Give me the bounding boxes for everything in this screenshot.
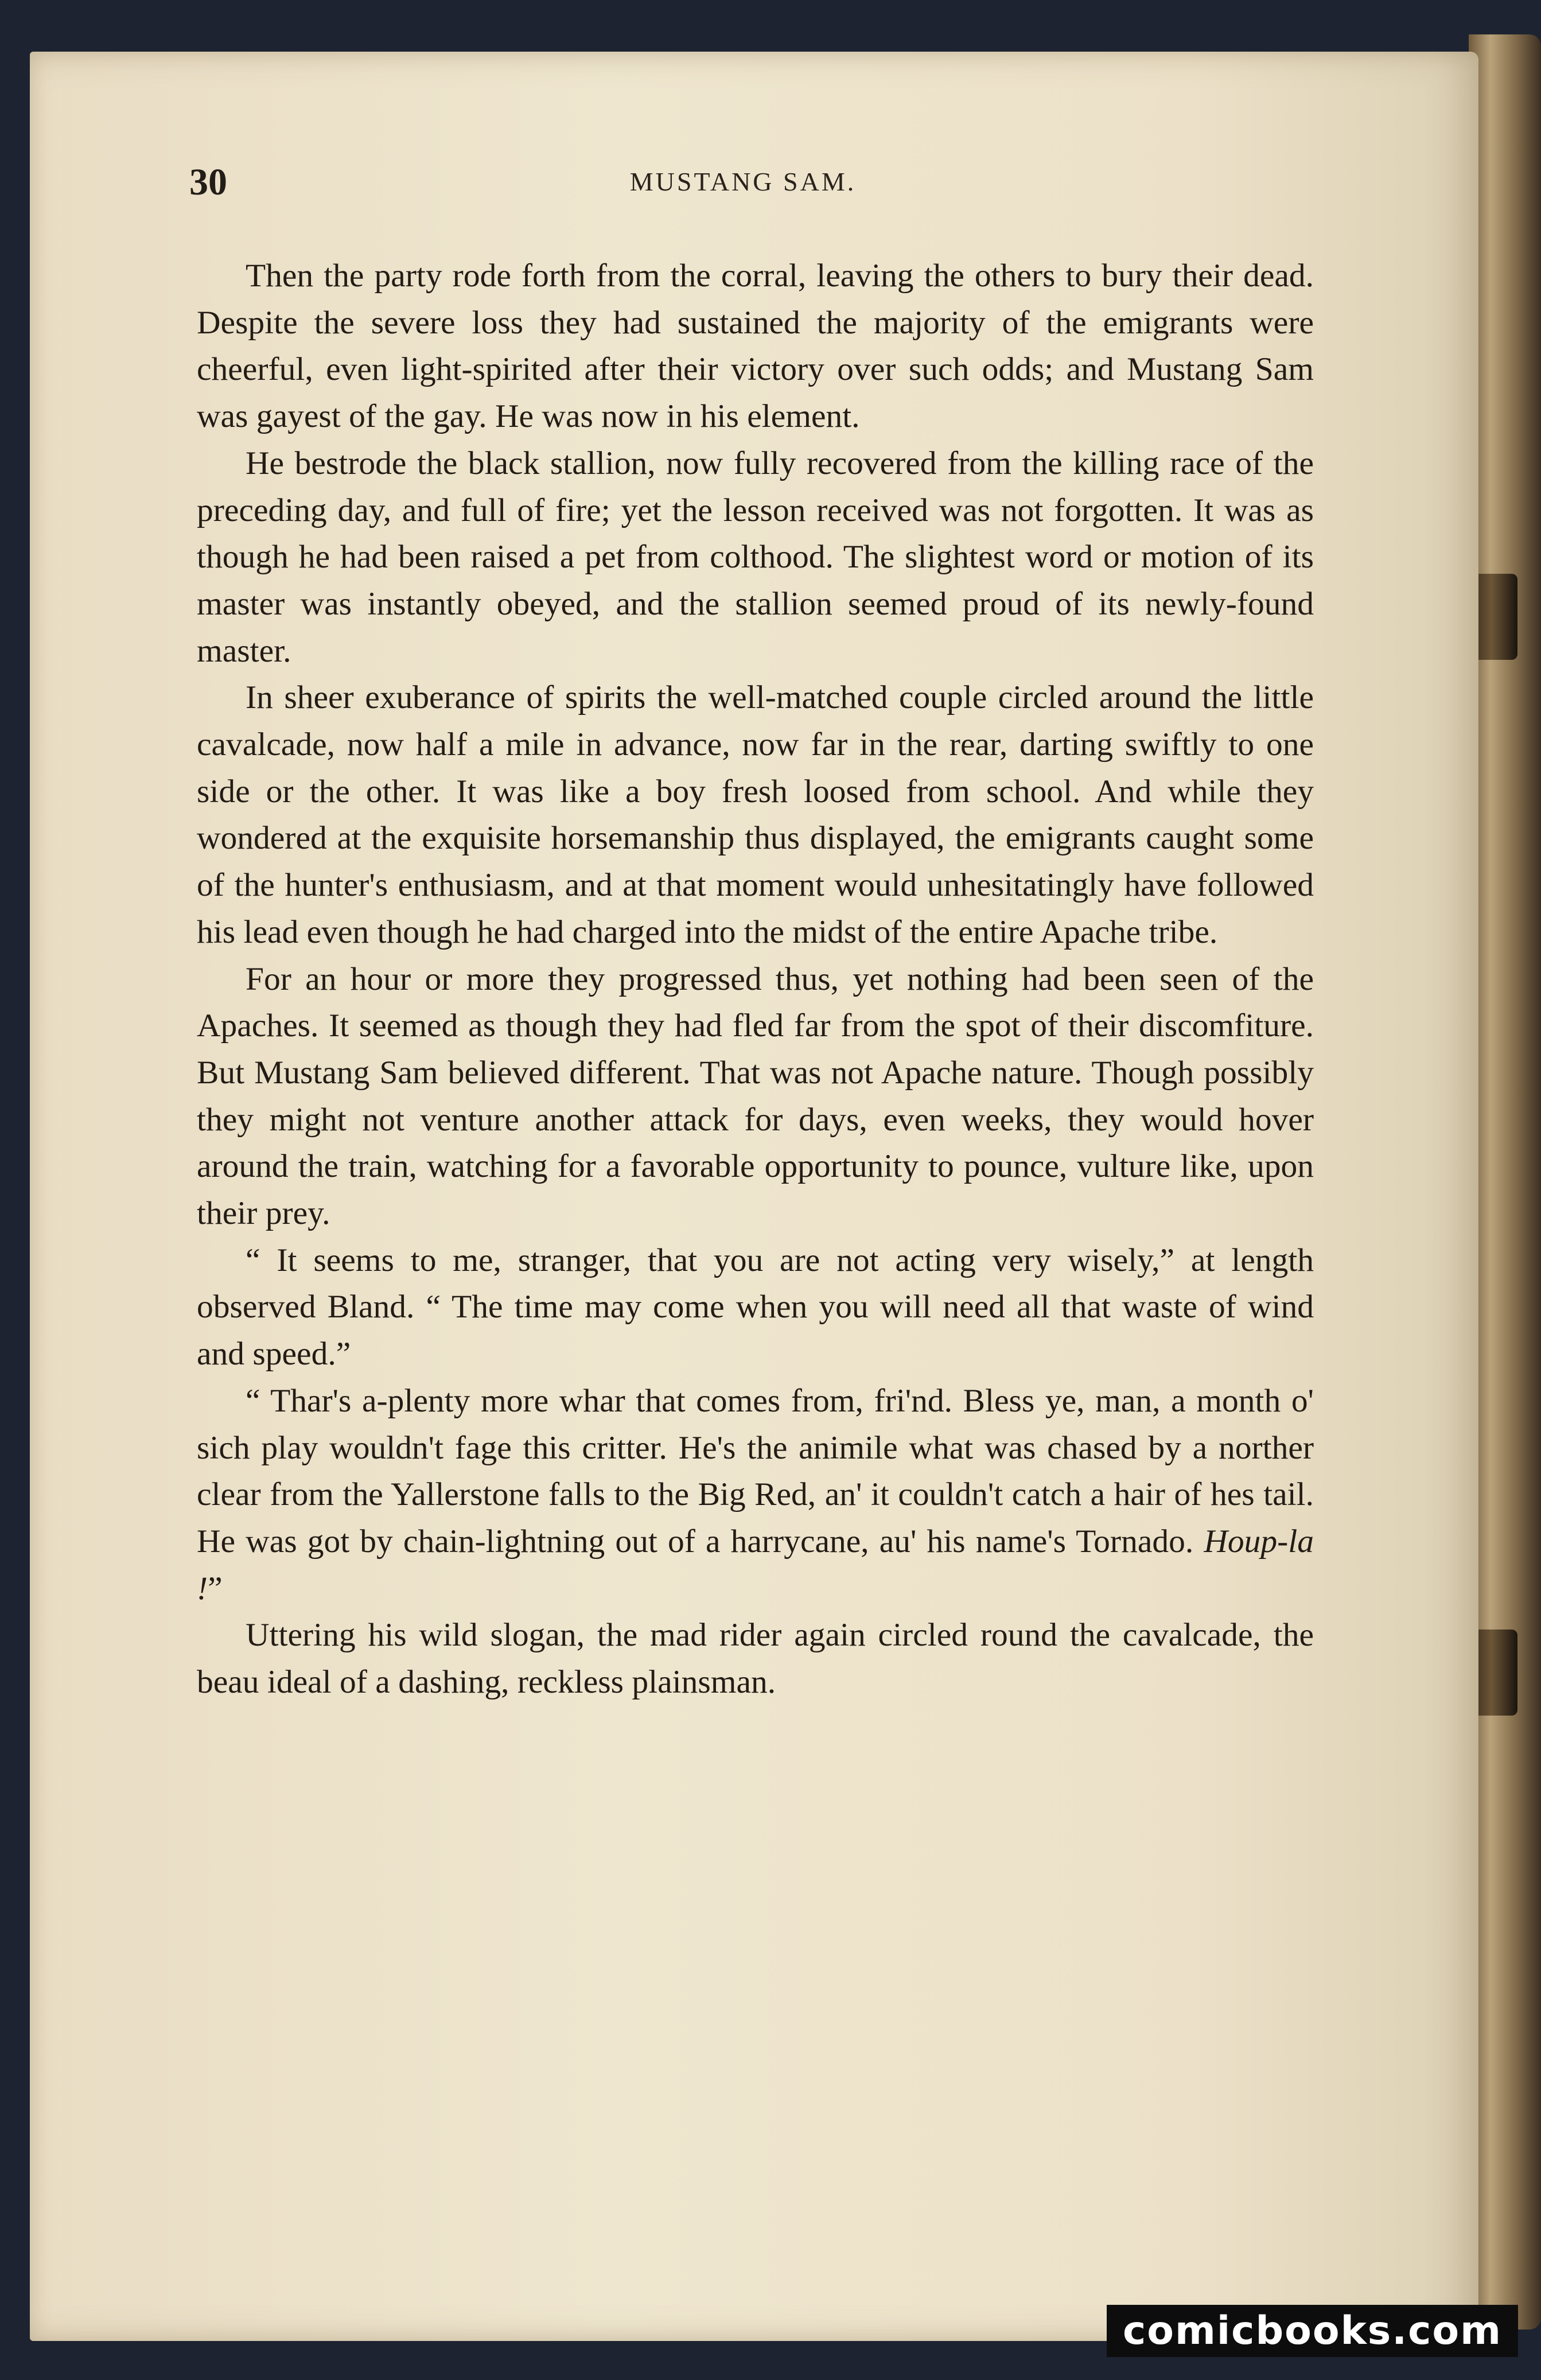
body-text [197,252,1314,1706]
emphasis-text: Houp-la ! [197,1523,1314,1607]
book-edge [1469,34,1541,2330]
paragraph: Uttering his wild slogan, the mad rider again circled round the cavalcade, the beau ideal of a dashing, reckless plainsman. [197,1617,1314,1701]
paragraph: Then the party rode forth from the corral, leaving the others to bury their dead. Despite the severe loss they had sustained the majority of the emigrants were cheerful, even light-spirited after their victory over such odds; and Mustang Sam was gayest of the gay. He was now in his element. [197,258,1314,435]
paragraph: In sheer exuberance of spirits the well-matched couple circled around the little cavalcade, now half a mile in advance, now far in the rear, darting swiftly to one side or the other. It was like a boy fresh loosed from school. And while they wondered at the exquisite horsemanship thus displayed, the emigrants caught some of the hunter's enthusiasm, and at that moment would unhesitatingly have followed his lead even though he had charged into the midst of the entire Apache tribe. [197,679,1314,950]
paragraph: For an hour or more they progressed thus, yet nothing had been seen of the Apaches. It seemed as though they had fled far from the spot of their discomfiture. But Mustang Sam believed different. That was not Apache nature. Though possibly they might not venture another attack for days, even weeks, they would hover around the train, watching for a favorable opportunity to pounce, vulture like, upon their prey. [197,960,1314,1232]
paragraph: “ It seems to me, stranger, that you are not acting very wisely,” at length observed Bland. “ The time may come when you will need all that waste of wind and speed.” [197,1242,1314,1372]
paragraph: He bestrode the black stallion, now fully recovered from the killing race of the preceding day, and full of fire; yet the lesson received was not forgotten. It was as though he had been raised a pet from colthood. The slightest word or motion of its master was instantly obeyed, and the stallion seemed proud of its newly-found master. [197,445,1314,669]
paragraph [197,1378,1314,1612]
page-number: 30 [189,161,227,203]
running-head: MUSTANG SAM. [629,167,857,196]
page-header [166,161,1320,212]
dialogue-text: “ Thar's a-plenty more whar that comes from, fri'nd. Bless ye, man, a month o' sich play wouldn't fage this critter. He's the animile what was chased by a norther clear from the Yallerstone falls to the Big Red, an' it couldn't catch a hair of hes tail. He was got by chain-lightning out of a harrycane, au' his name's Tornado. [197,1382,1314,1560]
closing-quote: ” [208,1570,223,1607]
watermark: comicbooks.com [1107,2305,1518,2357]
